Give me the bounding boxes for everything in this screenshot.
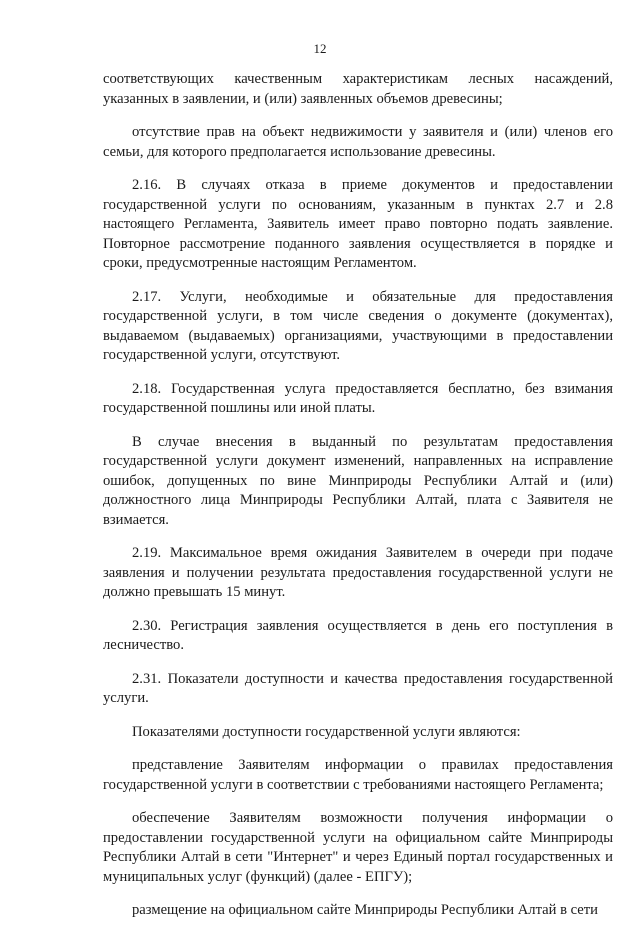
paragraph-2-16: 2.16. В случаях отказа в приеме документов и предоставлении государственной услуги по основаниям, указанным в пунктах 2.7 и 2.8 настоящего Регламента, Заявитель имеет право повторно подать заявление. Повторное рассмотрение поданного заявления осуществляется в порядке и сроки, предусмотренные настоящим Регламентом.	[103, 177, 613, 271]
document-body	[103, 70, 613, 935]
paragraph-2-30: 2.30. Регистрация заявления осуществляется в день его поступления в лесничество.	[103, 617, 613, 653]
paragraph-property-absence: отсутствие прав на объект недвижимости у заявителя и (или) членов его семьи, для которого предполагается использование древесины.	[103, 124, 613, 160]
paragraph-2-18: 2.18. Государственная услуга предоставляется бесплатно, без взимания государственной пошлины или иной платы.	[103, 380, 613, 416]
paragraph-2-19: 2.19. Максимальное время ожидания Заявителем в очереди при подаче заявления и получении результата предоставления государственной услуги не должно превышать 15 минут.	[103, 545, 613, 600]
paragraph-fee-exemption: В случае внесения в выданный по результатам предоставления государственной услуги документ изменений, направленных на исправление ошибок, допущенных по вине Минприроды Республики Алтай и (или) должностного лица Минприроды Республики Алтай, плата с Заявителя не взимается.	[103, 433, 613, 528]
paragraph-info-provision: представление Заявителям информации о правилах предоставления государственной услуги в соответствии с требованиями настоящего Регламента;	[103, 757, 613, 793]
paragraph-website-placement: размещение на официальном сайте Минприроды Республики Алтай в сети	[132, 902, 598, 918]
paragraph-2-31: 2.31. Показатели доступности и качества предоставления государственной услуги.	[103, 670, 613, 706]
paragraph-2-17: 2.17. Услуги, необходимые и обязательные для предоставления государственной услуги, в том числе сведения о документе (документах), выдаваемом (выдаваемых) организациями, участвующими в предоставлении государственной услуги, отсутствуют.	[103, 288, 613, 363]
page-number: 12	[313, 41, 327, 56]
paragraph-accessibility-intro: Показателями доступности государственной услуги являются:	[132, 723, 521, 740]
paragraph-online-access: обеспечение Заявителям возможности получения информации о предоставлении государственной услуги на официальном сайте Минприроды Республики Алтай в сети "Интернет" и через Единый портал государственных и муниципальных услуг (функций) (далее - ЕПГУ);	[103, 810, 613, 885]
paragraph-continuation: соответствующих качественным характеристикам лесных насаждений, указанных в заявлении, и (или) заявленных объемов древесины;	[103, 71, 613, 107]
